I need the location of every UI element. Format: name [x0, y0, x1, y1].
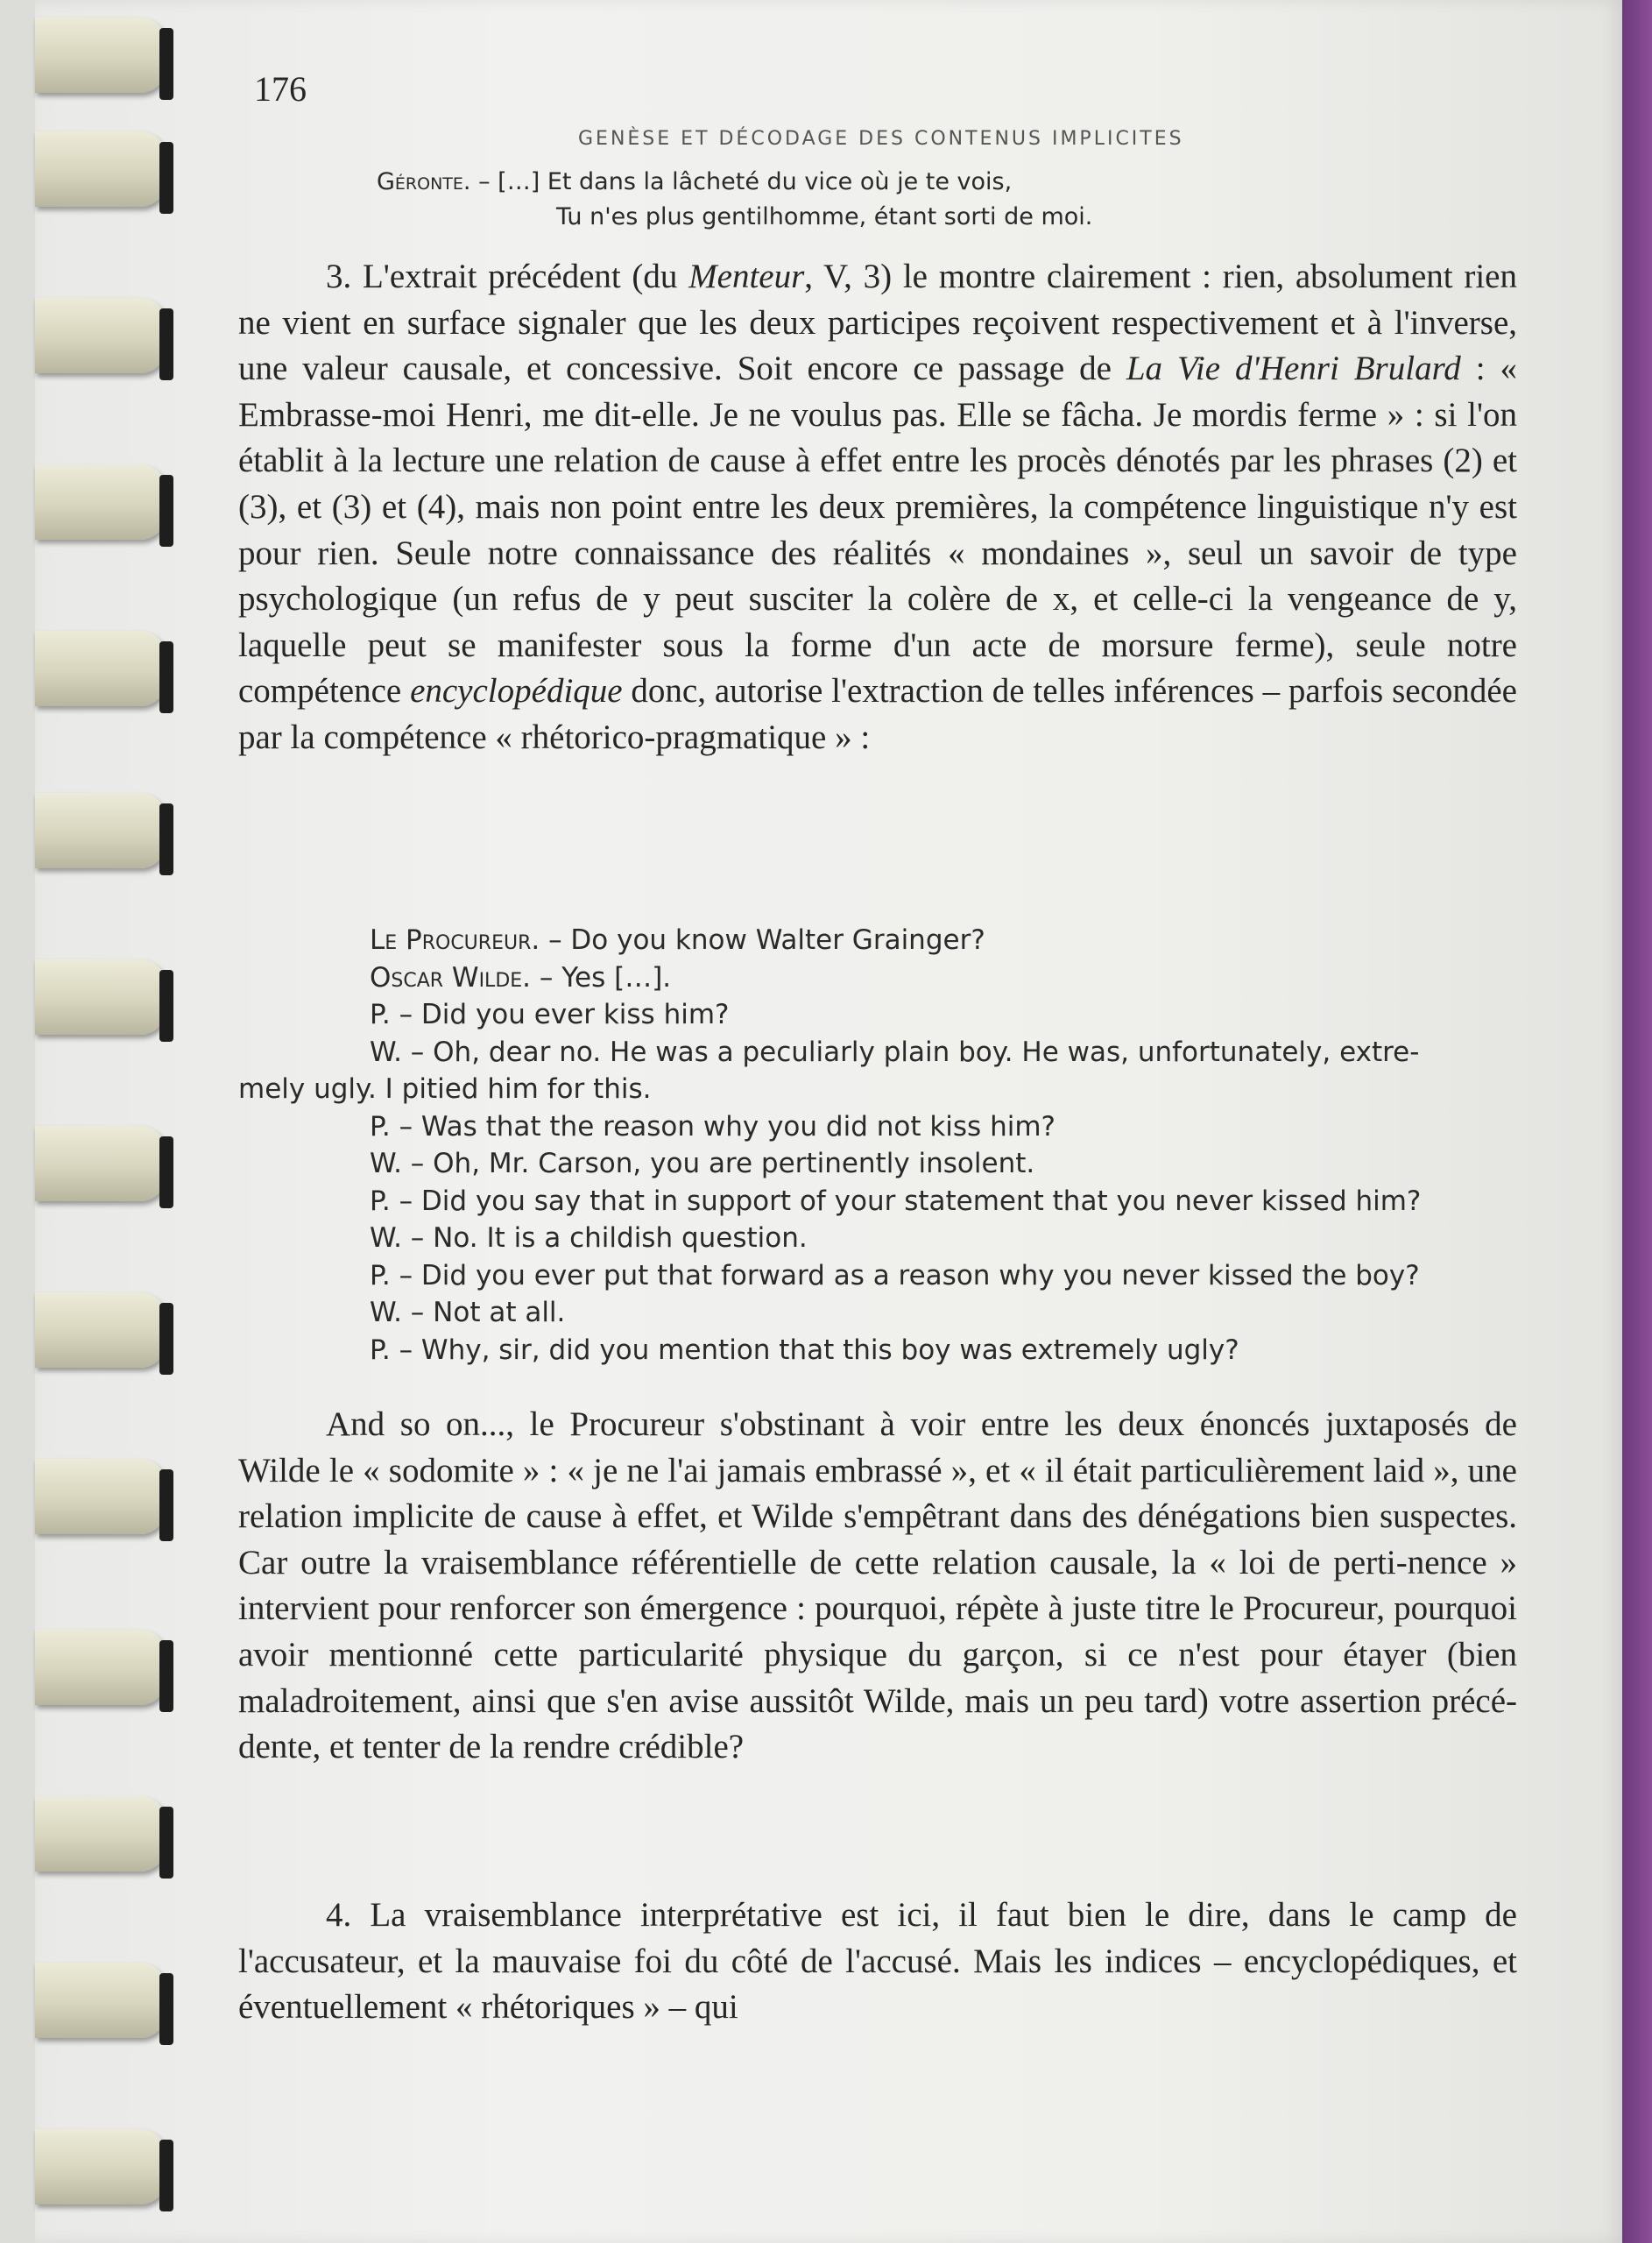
dialogue-line: W. – No. It is a childish question.	[370, 1222, 808, 1254]
dialogue-line: Oscar Wilde. – Yes […].	[370, 961, 672, 994]
dialogue-line: P. – Did you ever kiss him?	[370, 999, 730, 1030]
dialogue-line: P. – Was that the reason why you did not kiss him?	[370, 1110, 1055, 1143]
spiral-coil	[35, 1963, 166, 2038]
spiral-coil	[35, 464, 166, 540]
spiral-coil	[35, 1796, 166, 1872]
binder-cover-edge	[1620, 0, 1652, 2243]
epigraph-quote	[377, 165, 1092, 235]
page-number: 176	[254, 69, 307, 109]
spiral-coil	[35, 959, 166, 1035]
paragraph-and-so-on: And so on..., le Procureur s'obstinant à voir entre les deux énoncés juxtaposés de Wilde le « sodomite » : « je ne l'ai jamais embrassé », et « il était particulièrement laid », une relation implicite de cause à effet, et Wilde s'empêtrant dans des dénégations bien suspectes. Car outre la vraisemblance référentielle de cette relation causale, la « loi de perti-nence » intervient pour renforcer son émergence : pourquoi, répète à juste titre le Procureur, pourquoi avoir mentionné cette particularité physique du garçon, si ce n'est pour étayer (bien maladroitement, ainsi que s'en avise aussitôt Wilde, mais un peu tard) votre assertion précé-dente, et tenter de la rendre crédible?	[238, 1405, 1517, 1766]
dialogue-line: W. – Oh, dear no. He was a peculiarly plain boy. He was, unfortunately, extre-	[370, 1036, 1420, 1068]
paragraph-3: 3. L'extrait précédent (du Menteur, V, 3) le montre clairement : rien, absolument rien ne vient en surface signaler que les deux participes reçoivent respectivement et à l'inverse, une valeur causale, et concessive. Soit encore ce passage de La Vie d'Henri Brulard : « Embrasse-moi Henri, me dit-elle. Je ne voulus pas. Elle se fâcha. Je mordis ferme » : si l'on établit à la lecture une relation de cause à effet entre les procès dénotés par les phrases (2) et (3), et (3) et (4), mais non point entre les deux premières, la compétence linguistique n'y est pour rien. Seule notre connaissance des réalités « mondaines », seul un savoir de type psychologique (un refus de y peut susciter la colère de x, et celle-ci la vengeance de y, laquelle peut se manifester sous la forme d'un acte de morsure ferme), seule notre compétence encyclopédique donc, autorise l'extraction de telles inférences – parfois secondée par la compétence « rhétorico-pragmatique » :	[238, 258, 1518, 756]
spiral-coil	[35, 298, 166, 373]
spiral-coil	[35, 1126, 166, 1201]
dialogue-line: W. – Oh, Mr. Carson, you are pertinently insolent.	[370, 1148, 1035, 1179]
epigraph-line: Géronte. – […] Et dans la lâcheté du vice où je te vois,	[377, 168, 1013, 195]
spiral-coil	[35, 631, 166, 706]
book-page	[35, 0, 1622, 2243]
epigraph-line: Tu n'es plus gentilhomme, étant sorti de moi.	[556, 203, 1093, 230]
dialogue-line: P. – Why, sir, did you mention that this boy was extremely ugly?	[370, 1334, 1239, 1366]
spiral-coil	[35, 18, 166, 93]
dialogue-line: P. – Did you say that in support of your statement that you never kissed him?	[370, 1185, 1422, 1217]
spiral-coil	[35, 1292, 166, 1368]
spiral-coil	[35, 1459, 166, 1534]
spiral-binding	[35, 0, 193, 2243]
spiral-coil	[35, 2129, 166, 2204]
speaker-name: Le Procureur.	[370, 924, 540, 956]
spiral-coil	[35, 1630, 166, 1705]
paragraph-4: 4. La vraisemblance interprétative est ici, il faut bien le dire, dans le camp de l'accusateur, et la mauvaise foi du côté de l'accusé. Mais les indices – encyclopédiques, et éventuellement « rhétoriques » – qui	[238, 1896, 1517, 2027]
spiral-coil	[35, 793, 166, 868]
dialogue-line: mely ugly. I pitied him for this.	[238, 1073, 652, 1105]
speaker-name: Oscar Wilde.	[370, 961, 532, 994]
spiral-coil	[35, 131, 166, 207]
trial-dialogue	[238, 922, 1517, 1369]
dialogue-line: P. – Did you ever put that forward as a reason why you never kissed the boy?	[370, 1259, 1420, 1291]
running-head: GENÈSE ET DÉCODAGE DES CONTENUS IMPLICITES	[578, 128, 1184, 150]
dialogue-line: W. – Not at all.	[370, 1297, 566, 1328]
speaker-name: Géronte.	[377, 168, 471, 195]
dialogue-line: Le Procureur. – Do you know Walter Grainger?	[370, 924, 985, 956]
